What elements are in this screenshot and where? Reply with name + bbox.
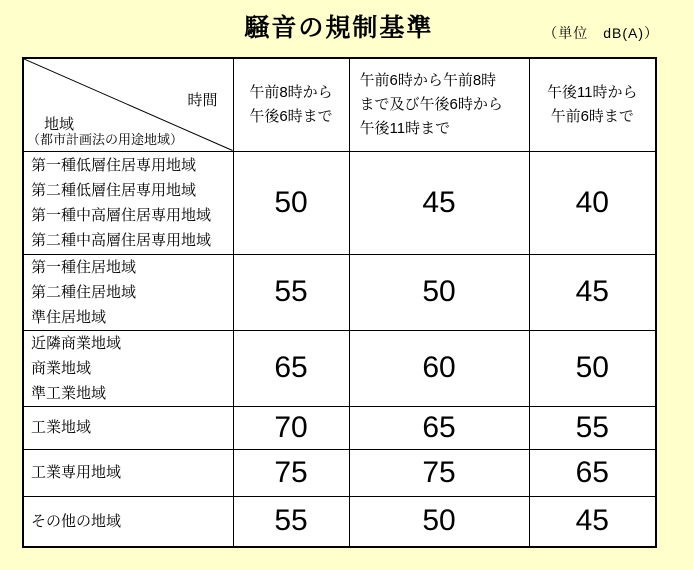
time-header-line: 午前8時から (249, 83, 333, 101)
value-cell: 50 (349, 496, 529, 547)
value-cell: 45 (529, 254, 656, 330)
time-header-line: 午前6時から午前8時 (359, 71, 497, 89)
table-row-exclusive-industrial (23, 449, 656, 496)
table-row-low-rise-residential (23, 151, 656, 254)
corner-time-label: 時間 (187, 92, 218, 109)
value-cell: 55 (233, 254, 349, 330)
time-header-line: 午後11時まで (359, 119, 451, 137)
time-header-line: 午後11時から (546, 83, 638, 101)
zone-name: 工業地域 (31, 419, 92, 436)
noise-standards-table (22, 57, 657, 548)
zone-name: 第二種住居地域 (31, 283, 137, 301)
table-row-commercial (23, 330, 656, 406)
corner-area-label: 地域 (44, 116, 75, 133)
value-cell: 45 (349, 151, 529, 254)
zone-name: 近隣商業地域 (31, 334, 122, 352)
value-cell: 70 (233, 406, 349, 449)
zone-cell (23, 254, 233, 330)
time-header-morning-evening (349, 58, 529, 151)
unit-label: （単位 dB(A)） (543, 25, 659, 41)
zone-name: 第一種中高層住居専用地域 (31, 206, 212, 224)
zone-name: 商業地域 (31, 359, 92, 377)
table-header-row (23, 58, 656, 151)
zone-name: 第一種住居地域 (31, 258, 137, 276)
value-cell: 40 (529, 151, 656, 254)
zone-name: 第二種中高層住居専用地域 (31, 231, 212, 249)
zone-cell (23, 330, 233, 406)
corner-header-cell (23, 58, 233, 151)
time-header-line: 午前6時まで (550, 107, 634, 125)
value-cell: 45 (529, 496, 656, 547)
value-cell: 65 (349, 406, 529, 449)
time-header-line: 午後6時まで (249, 107, 333, 125)
zone-name: 準工業地域 (31, 384, 107, 402)
zone-cell (23, 496, 233, 547)
value-cell: 75 (349, 449, 529, 496)
zone-name: 第二種低層住居専用地域 (31, 181, 197, 199)
table-row-residential (23, 254, 656, 330)
time-header-line: まで及び午後6時から (359, 95, 503, 113)
time-header-daytime (233, 58, 349, 151)
value-cell: 50 (529, 330, 656, 406)
corner-area-sublabel: （都市計画法の用途地域） (27, 131, 184, 147)
value-cell: 75 (233, 449, 349, 496)
table-row-other-areas (23, 496, 656, 547)
page-header (0, 0, 693, 57)
value-cell: 55 (529, 406, 656, 449)
zone-name: 工業専用地域 (31, 464, 122, 481)
value-cell: 65 (233, 330, 349, 406)
value-cell: 50 (233, 151, 349, 254)
zone-cell (23, 449, 233, 496)
zone-cell (23, 406, 233, 449)
time-header-night (529, 58, 656, 151)
zone-cell (23, 151, 233, 254)
value-cell: 55 (233, 496, 349, 547)
zone-name: 第一種低層住居専用地域 (31, 156, 197, 174)
zone-name: 準住居地域 (31, 308, 107, 326)
value-cell: 60 (349, 330, 529, 406)
zone-name: その他の地域 (31, 512, 122, 530)
page-title: 騒音の規制基準 (244, 14, 434, 42)
table-row-industrial (23, 406, 656, 449)
value-cell: 50 (349, 254, 529, 330)
value-cell: 65 (529, 449, 656, 496)
